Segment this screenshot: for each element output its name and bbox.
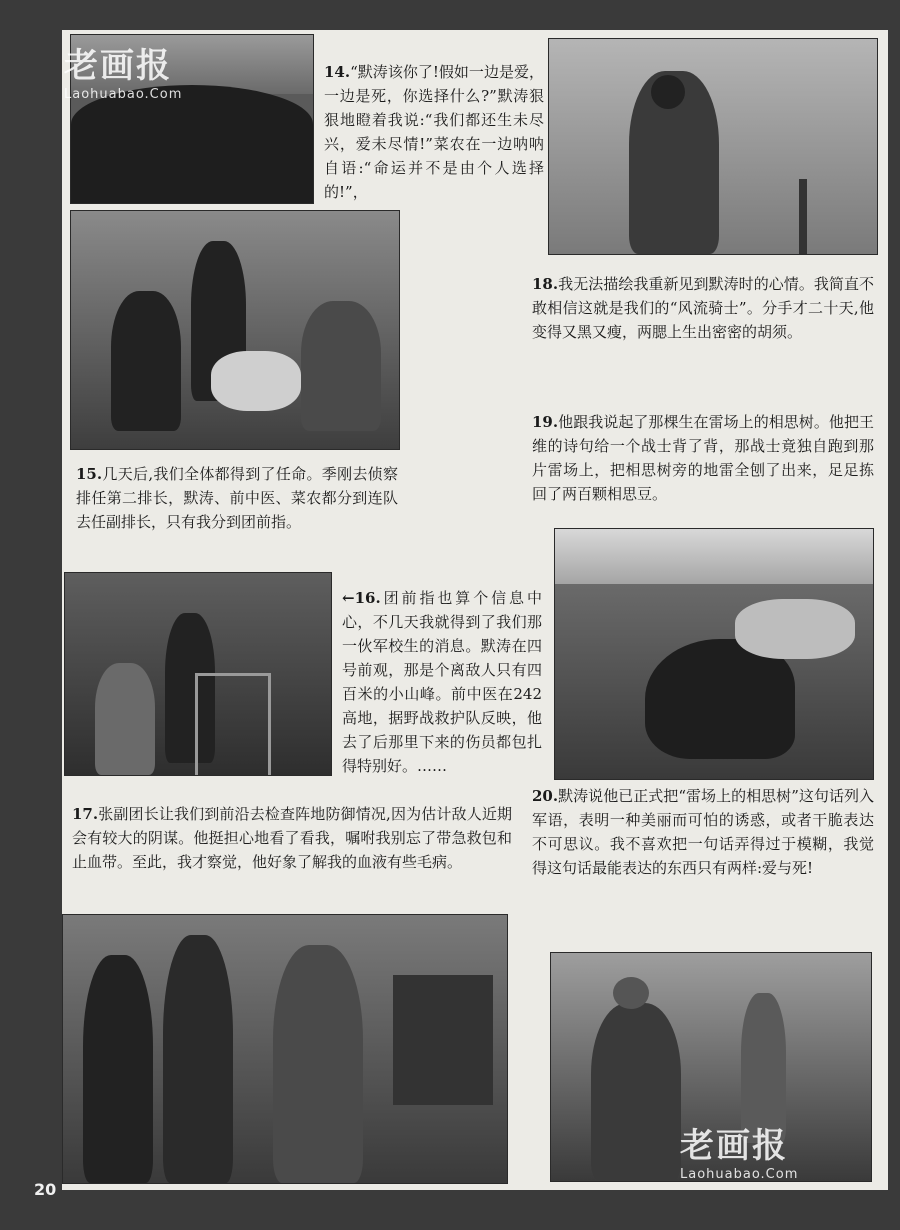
page-number: 20 bbox=[34, 1180, 57, 1199]
illustration-soldiers-front-line bbox=[62, 914, 508, 1184]
panel-18-caption: 18.我无法描绘我重新见到默涛时的心情。我简直不敢相信这就是我们的“风流骑士”。分手才二十天,他变得又黑又瘦，两腮上生出密密的胡须。 bbox=[532, 275, 874, 341]
panel-19-caption: 19.他跟我说起了那棵生在雷场上的相思树。他把王维的诗句给一个战士背了背，那战士竟独自跑到那片雷场上，把相思树旁的地雷全刨了出来，足足拣回了两百颗相思豆。 bbox=[532, 413, 874, 503]
watermark-logo-bottom: 老画报 Laohuabao.Com bbox=[680, 1126, 799, 1182]
watermark-logo-top: 老画报 Laohuabao.Com bbox=[64, 46, 183, 102]
panel-15-caption: 15.几天后,我们全体都得到了任命。季刚去侦察排任第二排长，默涛、前中医、菜农都分到连队去任副排长，只有我分到团前指。 bbox=[76, 465, 398, 531]
comic-page bbox=[62, 30, 888, 1190]
illustration-soldier-standing bbox=[548, 38, 878, 255]
panel-16-caption: ←16.团前指也算个信息中心，不几天我就得到了我们那一伙军校生的消息。默涛在四号前观，那是个离敌人只有四百米的小山峰。前中医在242高地，据野战救护队反映，他去了后那里下来的伤员都包扎得特别好。…… bbox=[342, 589, 542, 775]
panel-14-caption: 14.“默涛该你了!假如一边是爱，一边是死，你选择什么?”默涛狠狠地瞪着我说:“我们都还生未尽兴，爱未尽情!”菜农在一边呐呐自语:“命运并不是由个人选择的!”， bbox=[324, 63, 544, 201]
illustration-minefield-ravine bbox=[554, 528, 874, 780]
panel-20-caption: 20.默涛说他已正式把“雷场上的相思树”这句话列入军语，表明一种美丽而可怕的诱惑，或者干脆表达不可思议。我不喜欢把一句话弄得过于模糊，我觉得这句话最能表达的东西只有两样:爱与死! bbox=[532, 787, 874, 877]
panel-17-caption: 17.张副团长让我们到前沿去检查阵地防御情况,因为估计敌人近期会有较大的阴谋。他挺担心地看了看我，嘱咐我别忘了带急救包和止血带。至此，我才察觉，他好象了解我的血液有些毛病。 bbox=[72, 805, 512, 871]
illustration-command-post bbox=[64, 572, 332, 776]
illustration-soldiers-gathering bbox=[70, 210, 400, 450]
